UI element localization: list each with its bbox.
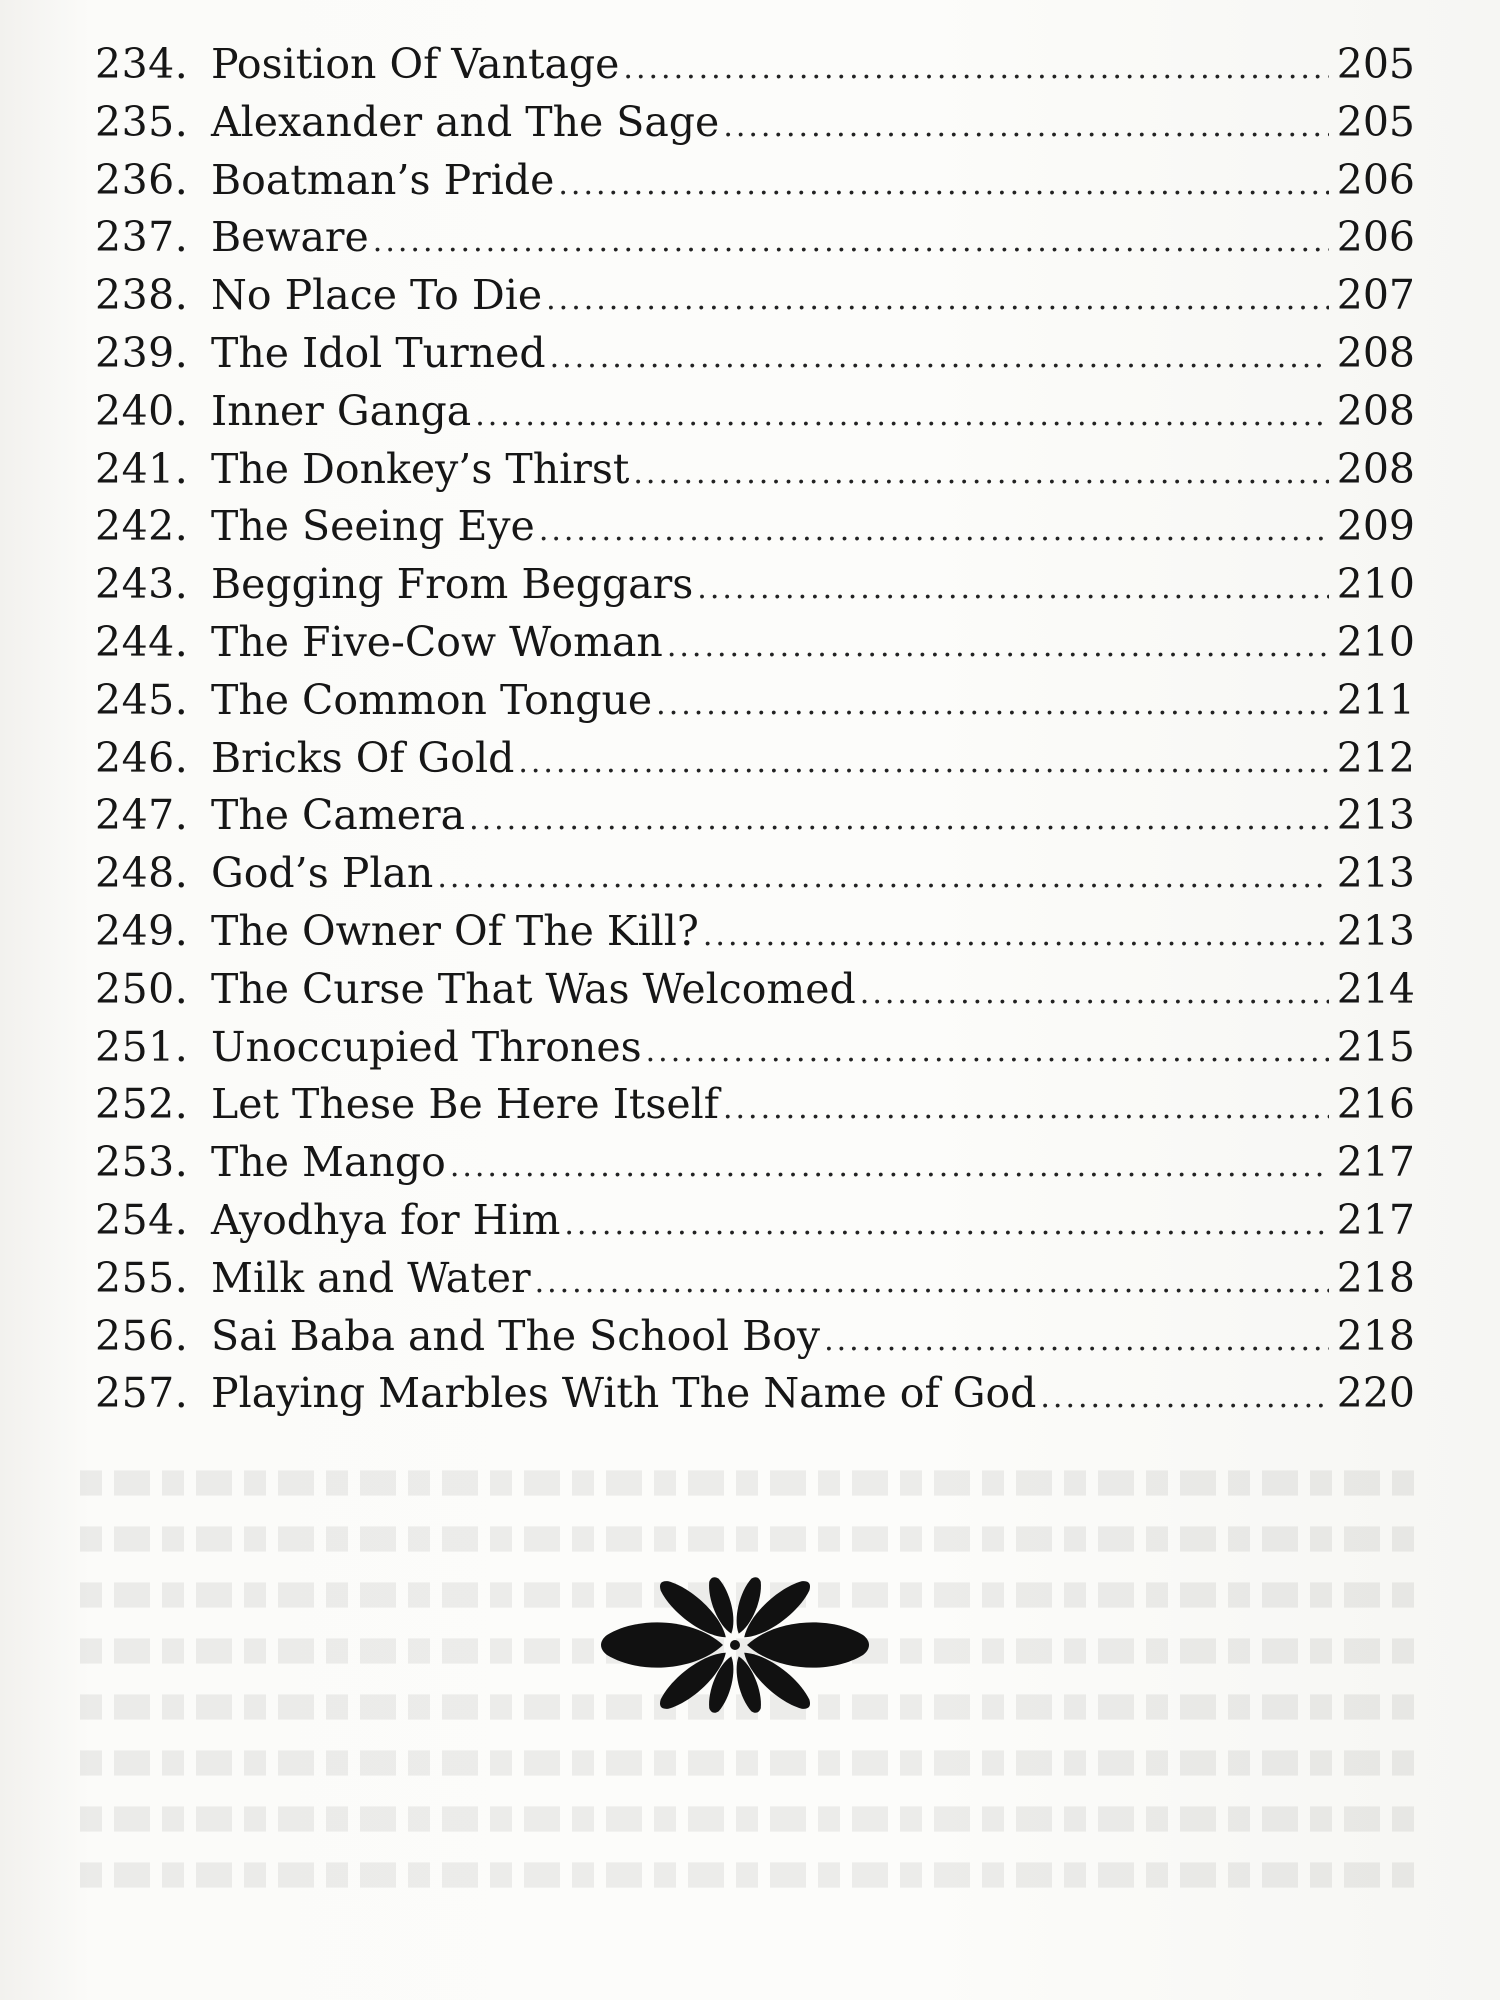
- dot-leader: [623, 51, 1329, 86]
- toc-entry-number: 236.: [95, 155, 189, 204]
- toc-entry-number: 244.: [95, 617, 189, 666]
- toc-entry-number: 248.: [95, 849, 189, 898]
- toc-entry-page: 214: [1336, 964, 1415, 1013]
- toc-entry-page: 208: [1336, 328, 1415, 377]
- toc-entry-title: Inner Ganga: [211, 386, 472, 435]
- dot-leader: [1040, 1380, 1329, 1415]
- toc-entry-page: 215: [1336, 1022, 1415, 1071]
- toc-entry-number: 243.: [95, 560, 189, 609]
- dot-leader: [518, 745, 1329, 780]
- toc-entry-page: 218: [1336, 1253, 1415, 1302]
- dot-leader: [723, 1091, 1329, 1126]
- toc-entry: [95, 676, 1415, 734]
- dot-leader: [723, 109, 1329, 144]
- toc-entry-title: Alexander and The Sage: [211, 97, 720, 146]
- toc-entry-page: 213: [1336, 849, 1415, 898]
- dot-leader: [558, 167, 1329, 202]
- toc-entry-title: The Common Tongue: [211, 675, 653, 724]
- dot-leader: [860, 976, 1329, 1011]
- dot-leader: [373, 224, 1329, 259]
- toc-entry-title: Sai Baba and The School Boy: [211, 1311, 821, 1360]
- toc-entry-page: 206: [1336, 213, 1415, 262]
- toc-entry-number: 237.: [95, 213, 189, 262]
- toc-entry: [95, 213, 1415, 271]
- toc-entry-number: 250.: [95, 964, 189, 1013]
- dot-leader: [469, 802, 1329, 837]
- toc-entry-title: The Mango: [211, 1138, 446, 1187]
- toc-entry-number: 239.: [95, 328, 189, 377]
- toc-entry-title: The Owner Of The Kill?: [211, 906, 699, 955]
- toc-entry-number: 240.: [95, 386, 189, 435]
- toc-entry-number: 234.: [95, 40, 189, 88]
- dot-leader: [646, 1034, 1329, 1069]
- toc-entry-title: Position Of Vantage: [211, 40, 620, 88]
- toc-entry-page: 220: [1336, 1369, 1415, 1418]
- toc-entry-number: 252.: [95, 1080, 189, 1129]
- toc-entry: [95, 1196, 1415, 1254]
- toc-entry-page: 218: [1336, 1311, 1415, 1360]
- toc-entry-number: 249.: [95, 906, 189, 955]
- toc-entry: [95, 40, 1415, 98]
- dot-leader: [656, 687, 1329, 722]
- toc-entry-title: Playing Marbles With The Name of God: [211, 1369, 1037, 1418]
- dot-leader: [539, 513, 1329, 548]
- toc-entry: [95, 1138, 1415, 1196]
- toc-entry-number: 255.: [95, 1253, 189, 1302]
- toc-entry-page: 213: [1336, 906, 1415, 955]
- toc-entry-number: 241.: [95, 444, 189, 493]
- toc-entry: [95, 329, 1415, 387]
- toc-entry-page: 209: [1336, 502, 1415, 551]
- toc-entry-page: 211: [1336, 675, 1415, 724]
- toc-entry-page: 210: [1336, 560, 1415, 609]
- toc-entry-title: Let These Be Here Itself: [211, 1080, 719, 1129]
- toc-entry-page: 207: [1336, 271, 1415, 320]
- toc-entry-title: Milk and Water: [211, 1253, 531, 1302]
- toc-entry-page: 205: [1336, 40, 1415, 88]
- toc-entry-number: 253.: [95, 1138, 189, 1187]
- toc-entry: [95, 965, 1415, 1023]
- toc-entry: [95, 387, 1415, 445]
- toc-entry: [95, 618, 1415, 676]
- dot-leader: [667, 629, 1329, 664]
- toc-entry-page: 208: [1336, 386, 1415, 435]
- toc-entry-page: 206: [1336, 155, 1415, 204]
- dot-leader: [450, 1149, 1329, 1184]
- toc-entry-page: 217: [1336, 1138, 1415, 1187]
- toc-entry-title: Boatman’s Pride: [211, 155, 555, 204]
- toc-entry: [95, 1080, 1415, 1138]
- dot-leader: [564, 1207, 1329, 1242]
- toc-entry-number: 242.: [95, 502, 189, 551]
- dot-leader: [546, 282, 1329, 317]
- toc-entry-number: 257.: [95, 1369, 189, 1418]
- dot-leader: [535, 1265, 1329, 1300]
- toc-entry: [95, 791, 1415, 849]
- toc-entry-number: 246.: [95, 733, 189, 782]
- toc-entry: [95, 502, 1415, 560]
- toc-entry-title: Beware: [211, 213, 369, 262]
- dot-leader: [633, 456, 1329, 491]
- toc-entry-title: The Five-Cow Woman: [211, 617, 663, 666]
- toc-entry-page: 205: [1336, 97, 1415, 146]
- toc-entry-number: 247.: [95, 791, 189, 840]
- toc-entry: [95, 271, 1415, 329]
- toc-entry: [95, 734, 1415, 792]
- toc-entry-title: The Camera: [211, 791, 466, 840]
- dot-leader: [437, 860, 1329, 895]
- toc-entry-page: 210: [1336, 617, 1415, 666]
- toc-entry-number: 235.: [95, 97, 189, 146]
- dot-leader: [824, 1323, 1329, 1358]
- toc-entry: [95, 1312, 1415, 1370]
- table-of-contents: [95, 40, 1415, 1427]
- toc-entry: [95, 445, 1415, 503]
- toc-entry-title: The Idol Turned: [211, 328, 546, 377]
- toc-entry-page: 217: [1336, 1195, 1415, 1244]
- toc-entry-number: 245.: [95, 675, 189, 724]
- toc-entry-number: 256.: [95, 1311, 189, 1360]
- dot-leader: [475, 398, 1329, 433]
- toc-entry-title: Bricks Of Gold: [211, 733, 515, 782]
- toc-entry-title: God’s Plan: [211, 849, 434, 898]
- toc-entry-title: Ayodhya for Him: [211, 1195, 561, 1244]
- toc-entry-page: 216: [1336, 1080, 1415, 1129]
- toc-entry-number: 251.: [95, 1022, 189, 1071]
- toc-entry-title: Begging From Beggars: [211, 560, 694, 609]
- toc-entry: [95, 1023, 1415, 1081]
- toc-entry-page: 212: [1336, 733, 1415, 782]
- toc-entry: [95, 156, 1415, 214]
- toc-entry-title: No Place To Die: [211, 271, 543, 320]
- toc-entry-title: Unoccupied Thrones: [211, 1022, 642, 1071]
- toc-entry-number: 238.: [95, 271, 189, 320]
- toc-entry-number: 254.: [95, 1195, 189, 1244]
- dot-leader: [697, 571, 1329, 606]
- toc-entry: [95, 1254, 1415, 1312]
- floral-ornament-icon: [600, 1560, 870, 1730]
- toc-entry-title: The Donkey’s Thirst: [211, 444, 630, 493]
- toc-entry-title: The Curse That Was Welcomed: [211, 964, 856, 1013]
- toc-entry: [95, 560, 1415, 618]
- dot-leader: [550, 340, 1329, 375]
- toc-entry: [95, 907, 1415, 965]
- toc-entry-page: 208: [1336, 444, 1415, 493]
- toc-entry: [95, 98, 1415, 156]
- toc-entry: [95, 849, 1415, 907]
- dot-leader: [703, 918, 1329, 953]
- toc-entry: [95, 1369, 1415, 1427]
- toc-entry-page: 213: [1336, 791, 1415, 840]
- toc-entry-title: The Seeing Eye: [211, 502, 535, 551]
